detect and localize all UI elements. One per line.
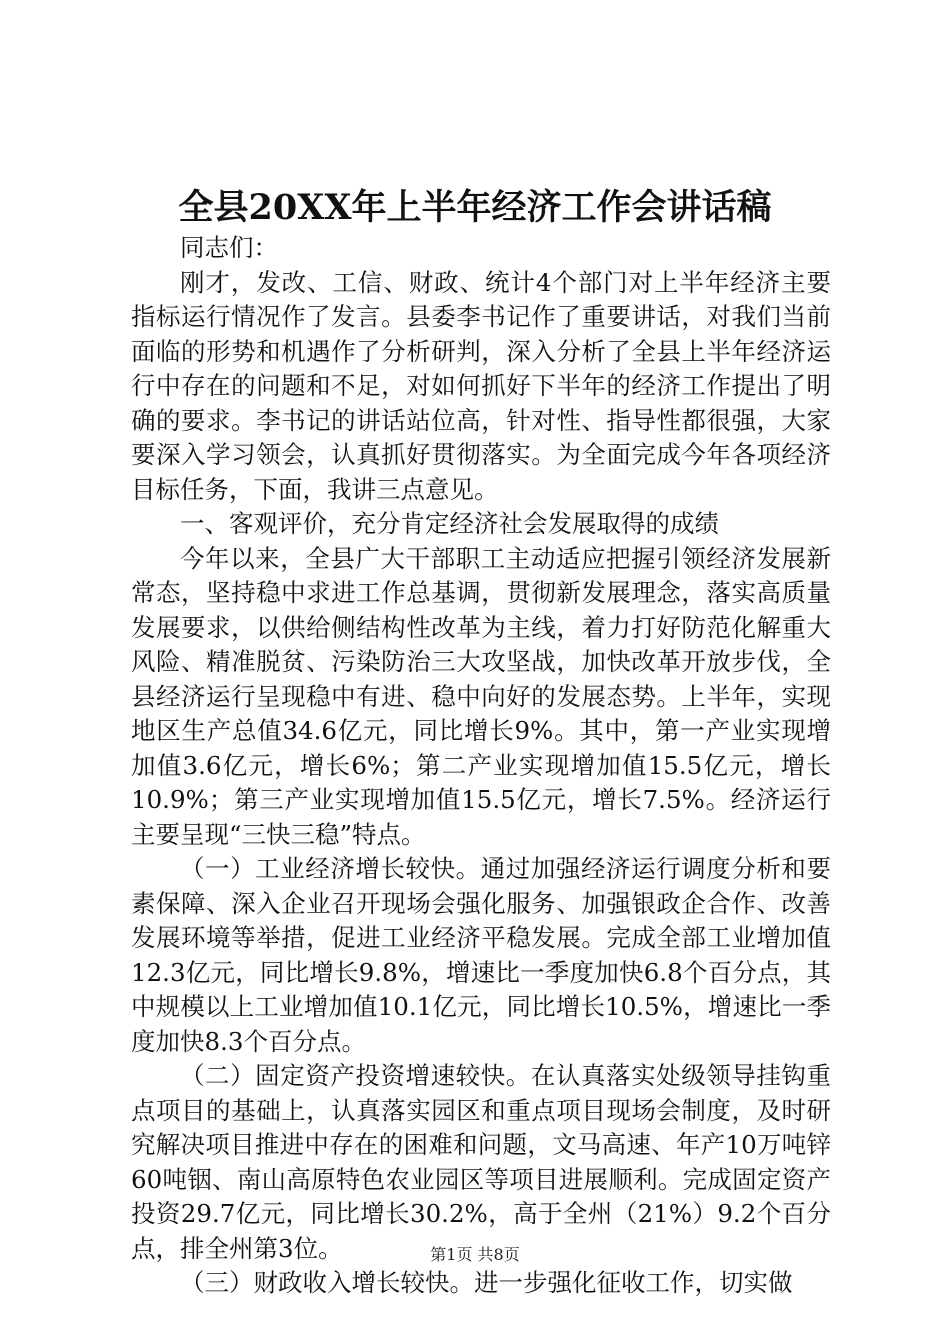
page-number: 第1页 共8页 bbox=[430, 1245, 520, 1264]
section-heading-1: 一、客观评价，充分肯定经济社会发展取得的成绩 bbox=[180, 509, 719, 538]
document-body bbox=[131, 231, 831, 1301]
paragraph-overview: 今年以来，全县广大干部职工主动适应把握引领经济发展新常态，坚持稳中求进工作总基调，贯彻新发展理念，落实高质量发展要求，以供给侧结构性改革为主线，着力打好防范化解重大风险、精准脱贫、污染防治三大攻坚战，加快改革开放步伐，全县经济运行呈现稳中有进、稳中向好的发展态势。上半年，实现地区生产总值34.6亿元，同比增长9%。其中，第一产业实现增加值3.6亿元，增长6%；第二产业实现增加值15.5亿元，增长10.9%；第三产业实现增加值15.5亿元，增长7.5%。经济运行主要呈现“三快三稳”特点。 bbox=[131, 543, 831, 849]
salutation: 同志们： bbox=[180, 233, 278, 262]
paragraph-finance: （三）财政收入增长较快。进一步强化征收工作，切实做 bbox=[180, 1268, 793, 1297]
paragraph-industry: （一）工业经济增长较快。通过加强经济运行调度分析和要素保障、深入企业召开现场会强化服务、加强银政企合作、改善发展环境等举措，促进工业经济平稳发展。完成全部工业增加值12.3亿元，同比增长9.8%，增速比一季度加快6.8个百分点，其中规模以上工业增加值10.1亿元，同比增长10.5%，增速比一季度加快8.3个百分点。 bbox=[131, 854, 831, 1056]
paragraph-intro: 刚才，发改、工信、财政、统计4个部门对上半年经济主要指标运行情况作了发言。县委李书记作了重要讲话，对我们当前面临的形势和机遇作了分析研判，深入分析了全县上半年经济运行中存在的问题和不足，对如何抓好下半年的经济工作提出了明确的要求。李书记的讲话站位高，针对性、指导性都很强，大家要深入学习领会，认真抓好贯彻落实。为全面完成今年各项经济目标任务，下面，我讲三点意见。 bbox=[131, 267, 831, 504]
document-title: 全县20XX年上半年经济工作会讲话稿 bbox=[178, 187, 772, 228]
paragraph-investment: （二）固定资产投资增速较快。在认真落实处级领导挂钩重点项目的基础上，认真落实园区和重点项目现场会制度，及时研究解决项目推进中存在的困难和问题，文马高速、年产10万吨锌60吨铟、南山高原特色农业园区等项目进展顺利。完成固定资产投资29.7亿元，同比增长30.2%，高于全州（21%）9.2个百分点，排全州第3位。 bbox=[131, 1061, 831, 1263]
